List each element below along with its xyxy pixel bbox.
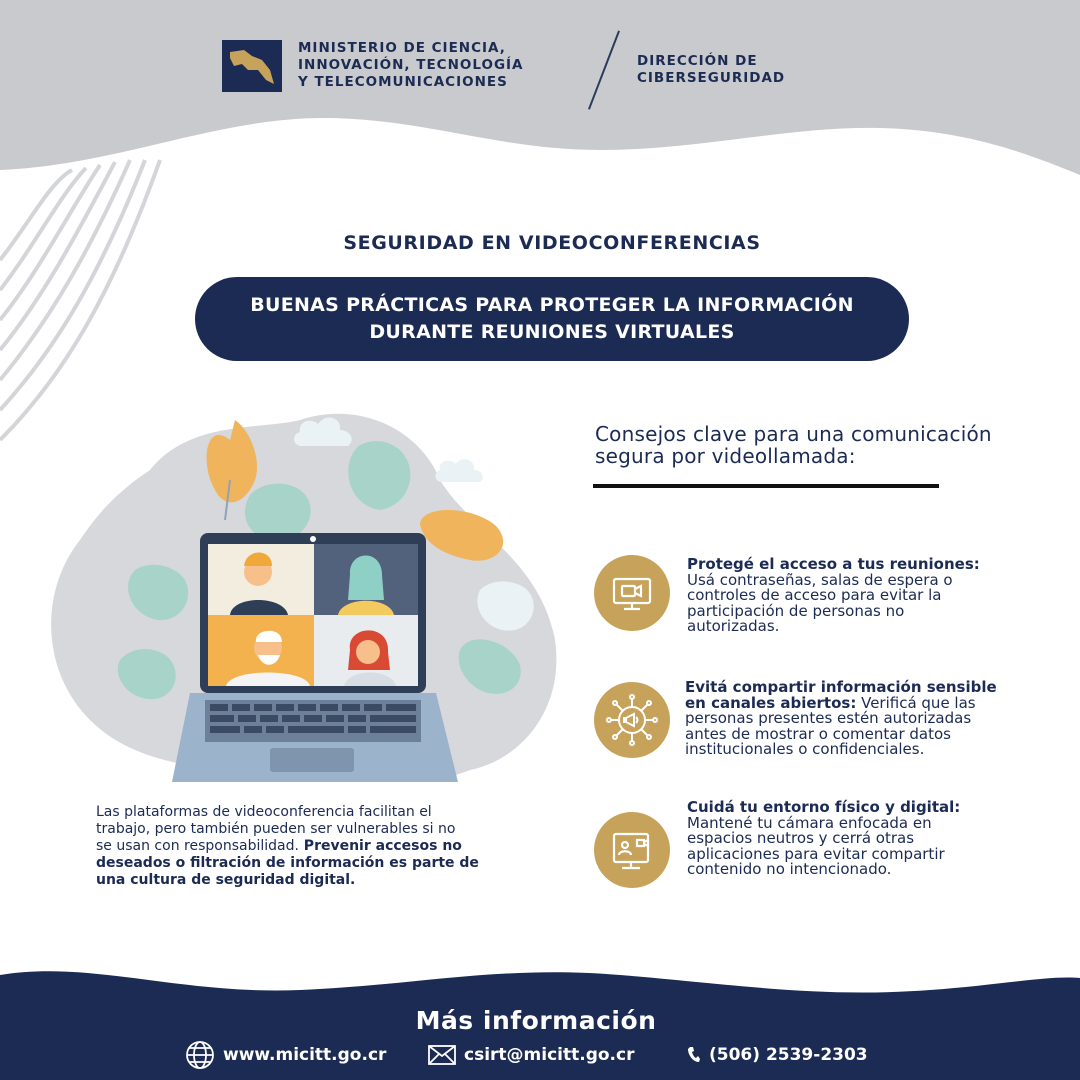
micitt-logo	[222, 40, 282, 92]
tip-line: personas presentes estén autorizadas	[685, 709, 972, 727]
email-link[interactable]	[428, 1042, 634, 1068]
tip-entorno	[687, 800, 1047, 878]
laptop-illustration	[172, 533, 458, 782]
tip-line: institucionales o confidenciales.	[685, 740, 925, 758]
globe-icon	[185, 1040, 215, 1070]
heading-rule	[593, 484, 939, 488]
ministry-name: MINISTERIO DE CIENCIA, INNOVACIÓN, TECNOLOGÍA Y TELECOMUNICACIONES	[298, 40, 524, 90]
tip-line: autorizadas.	[687, 617, 780, 635]
email-text[interactable]: csirt@micitt.go.cr	[464, 1045, 635, 1065]
tip-line: en canales abiertos: Verificá que las	[685, 693, 976, 712]
phone-text[interactable]: (506) 2539-2303	[709, 1045, 868, 1065]
tip-line: contenido no intencionado.	[687, 860, 892, 878]
tip-proteger-acceso	[687, 557, 1047, 635]
phone-link[interactable]	[687, 1042, 868, 1068]
tip-line: espacios neutros y cerrá otras	[687, 829, 915, 847]
decorative-lines	[0, 160, 160, 440]
footer-contacts	[0, 1042, 1080, 1068]
tip-line: controles de acceso para evitar la	[687, 586, 942, 604]
envelope-icon	[428, 1045, 456, 1065]
tip-title: Cuidá tu entorno físico y digital:	[687, 798, 961, 816]
tip-line: Mantené tu cámara enfocada en	[687, 813, 932, 832]
tip-title: Protegé el acceso a tus reuniones:	[687, 555, 980, 573]
page-title: SEGURIDAD EN VIDEOCONFERENCIAS	[343, 232, 761, 254]
megaphone-network-icon	[594, 682, 670, 758]
tip-title: Evitá compartir información sensible	[685, 678, 997, 696]
consejos-heading: Consejos clave para una comunicación segura por videollamada:	[595, 422, 992, 468]
intro-paragraph: Las plataformas de videoconferencia facilitan el trabajo, pero también pueden ser vulnerables si no se usan con responsabilidad. Prevenir accesos no deseados o filtración de información es parte de una cultura de seguridad digital.	[96, 804, 479, 888]
website-link[interactable]	[185, 1042, 386, 1068]
tip-line: antes de mostrar o comentar datos	[685, 724, 952, 743]
website-text[interactable]: www.micitt.go.cr	[223, 1045, 387, 1065]
direccion-name: DIRECCIÓN DE CIBERSEGURIDAD	[637, 53, 786, 86]
tip-line: aplicaciones para evitar compartir	[687, 844, 945, 863]
user-presentation-icon	[594, 812, 670, 888]
phone-icon	[687, 1046, 701, 1064]
footer-title: Más información	[415, 1006, 657, 1035]
monitor-camera-icon	[594, 555, 670, 631]
tip-line: Usá contraseñas, salas de espera o	[687, 570, 953, 589]
tip-line: participación de personas no	[687, 601, 905, 620]
tip-informacion-sensible	[685, 680, 1045, 758]
subtitle-banner: BUENAS PRÁCTICAS PARA PROTEGER LA INFORMACIÓN DURANTE REUNIONES VIRTUALES	[195, 277, 909, 361]
costa-rica-map-icon	[222, 40, 282, 92]
